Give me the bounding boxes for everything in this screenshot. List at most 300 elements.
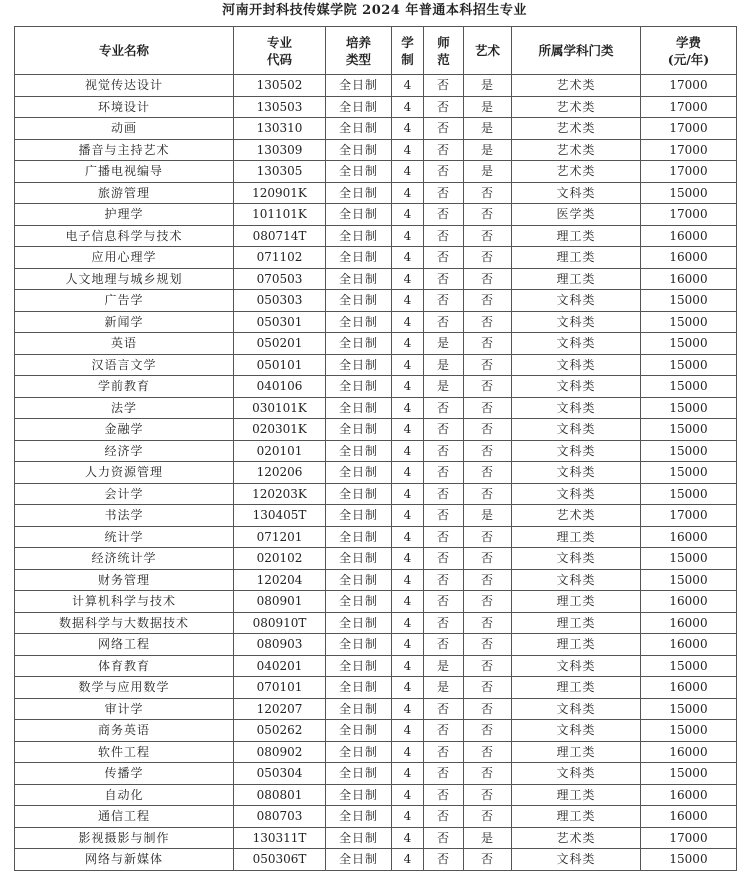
cell-normal-school: 是 (424, 677, 464, 699)
cell-duration: 4 (392, 612, 424, 634)
cell-discipline: 文科类 (512, 569, 641, 591)
cell-duration: 4 (392, 763, 424, 785)
cell-tuition: 16000 (641, 612, 737, 634)
cell-discipline: 理工类 (512, 225, 641, 247)
cell-training-type: 全日制 (326, 139, 392, 161)
cell-art: 否 (464, 784, 512, 806)
cell-normal-school: 否 (424, 462, 464, 484)
cell-duration: 4 (392, 311, 424, 333)
cell-discipline: 文科类 (512, 440, 641, 462)
cell-training-type: 全日制 (326, 75, 392, 97)
cell-major-code: 050306T (234, 849, 326, 871)
cell-discipline: 文科类 (512, 548, 641, 570)
cell-normal-school: 否 (424, 763, 464, 785)
cell-training-type: 全日制 (326, 827, 392, 849)
cell-discipline: 文科类 (512, 419, 641, 441)
cell-major-name: 审计学 (15, 698, 234, 720)
table-row (15, 677, 737, 699)
cell-major-name: 英语 (15, 333, 234, 355)
cell-art: 否 (464, 204, 512, 226)
cell-art: 否 (464, 806, 512, 828)
cell-tuition: 16000 (641, 634, 737, 656)
cell-training-type: 全日制 (326, 182, 392, 204)
cell-major-name: 新闻学 (15, 311, 234, 333)
cell-discipline: 医学类 (512, 204, 641, 226)
cell-normal-school: 否 (424, 118, 464, 140)
cell-tuition: 17000 (641, 96, 737, 118)
cell-major-name: 传播学 (15, 763, 234, 785)
cell-duration: 4 (392, 182, 424, 204)
cell-major-code: 020301K (234, 419, 326, 441)
cell-art: 是 (464, 505, 512, 527)
cell-tuition: 17000 (641, 118, 737, 140)
cell-major-name: 通信工程 (15, 806, 234, 828)
cell-major-code: 050262 (234, 720, 326, 742)
cell-training-type: 全日制 (326, 161, 392, 183)
cell-training-type: 全日制 (326, 268, 392, 290)
cell-major-code: 040201 (234, 655, 326, 677)
cell-major-name: 网络工程 (15, 634, 234, 656)
cell-major-code: 050303 (234, 290, 326, 312)
cell-major-code: 030101K (234, 397, 326, 419)
table-row (15, 784, 737, 806)
cell-discipline: 文科类 (512, 655, 641, 677)
cell-training-type: 全日制 (326, 763, 392, 785)
cell-major-code: 080910T (234, 612, 326, 634)
cell-major-code: 120203K (234, 483, 326, 505)
cell-discipline: 文科类 (512, 849, 641, 871)
cell-training-type: 全日制 (326, 311, 392, 333)
cell-major-code: 071201 (234, 526, 326, 548)
cell-major-name: 人文地理与城乡规划 (15, 268, 234, 290)
cell-major-name: 数学与应用数学 (15, 677, 234, 699)
cell-major-code: 120204 (234, 569, 326, 591)
cell-training-type: 全日制 (326, 354, 392, 376)
cell-training-type: 全日制 (326, 548, 392, 570)
cell-training-type: 全日制 (326, 376, 392, 398)
cell-normal-school: 否 (424, 96, 464, 118)
cell-major-code: 130405T (234, 505, 326, 527)
cell-discipline: 理工类 (512, 677, 641, 699)
header-normal-school: 师 范 (424, 27, 464, 75)
cell-normal-school: 否 (424, 75, 464, 97)
cell-normal-school: 是 (424, 354, 464, 376)
cell-duration: 4 (392, 96, 424, 118)
cell-training-type: 全日制 (326, 741, 392, 763)
cell-normal-school: 否 (424, 505, 464, 527)
header-art: 艺术 (464, 27, 512, 75)
cell-major-name: 视觉传达设计 (15, 75, 234, 97)
cell-duration: 4 (392, 548, 424, 570)
cell-normal-school: 是 (424, 655, 464, 677)
cell-discipline: 艺术类 (512, 118, 641, 140)
table-row (15, 806, 737, 828)
cell-tuition: 15000 (641, 763, 737, 785)
cell-tuition: 15000 (641, 397, 737, 419)
cell-art: 否 (464, 591, 512, 613)
cell-tuition: 16000 (641, 806, 737, 828)
cell-major-code: 050201 (234, 333, 326, 355)
cell-art: 是 (464, 827, 512, 849)
cell-training-type: 全日制 (326, 225, 392, 247)
cell-art: 否 (464, 849, 512, 871)
cell-art: 否 (464, 225, 512, 247)
header-major-name: 专业名称 (15, 27, 234, 75)
header-training-type: 培养 类型 (326, 27, 392, 75)
table-row (15, 268, 737, 290)
cell-training-type: 全日制 (326, 440, 392, 462)
cell-normal-school: 否 (424, 290, 464, 312)
cell-normal-school: 否 (424, 784, 464, 806)
cell-major-name: 财务管理 (15, 569, 234, 591)
majors-table (14, 26, 737, 871)
cell-discipline: 艺术类 (512, 161, 641, 183)
cell-major-name: 经济统计学 (15, 548, 234, 570)
cell-major-name: 经济学 (15, 440, 234, 462)
cell-tuition: 15000 (641, 483, 737, 505)
header-duration: 学 制 (392, 27, 424, 75)
cell-art: 否 (464, 290, 512, 312)
cell-major-name: 汉语言文学 (15, 354, 234, 376)
table-row (15, 505, 737, 527)
table-row (15, 741, 737, 763)
cell-art: 否 (464, 462, 512, 484)
cell-normal-school: 否 (424, 268, 464, 290)
table-row (15, 698, 737, 720)
cell-tuition: 16000 (641, 784, 737, 806)
table-row (15, 849, 737, 871)
table-row (15, 569, 737, 591)
cell-art: 否 (464, 182, 512, 204)
cell-major-code: 080901 (234, 591, 326, 613)
cell-tuition: 15000 (641, 419, 737, 441)
cell-art: 否 (464, 526, 512, 548)
cell-duration: 4 (392, 440, 424, 462)
cell-training-type: 全日制 (326, 118, 392, 140)
cell-major-code: 080801 (234, 784, 326, 806)
table-row (15, 182, 737, 204)
cell-duration: 4 (392, 784, 424, 806)
cell-tuition: 15000 (641, 333, 737, 355)
cell-art: 否 (464, 333, 512, 355)
cell-major-code: 040106 (234, 376, 326, 398)
cell-training-type: 全日制 (326, 247, 392, 269)
cell-tuition: 16000 (641, 591, 737, 613)
cell-duration: 4 (392, 655, 424, 677)
cell-duration: 4 (392, 569, 424, 591)
cell-tuition: 15000 (641, 182, 737, 204)
table-row (15, 612, 737, 634)
cell-discipline: 理工类 (512, 634, 641, 656)
cell-tuition: 16000 (641, 677, 737, 699)
page-title: 河南开封科技传媒学院 2024 年普通本科招生专业 (222, 3, 527, 18)
cell-art: 否 (464, 419, 512, 441)
table-row (15, 827, 737, 849)
cell-tuition: 17000 (641, 75, 737, 97)
cell-major-name: 影视摄影与制作 (15, 827, 234, 849)
cell-tuition: 17000 (641, 505, 737, 527)
cell-major-code: 080903 (234, 634, 326, 656)
cell-art: 否 (464, 720, 512, 742)
cell-major-name: 书法学 (15, 505, 234, 527)
table-row (15, 591, 737, 613)
cell-duration: 4 (392, 419, 424, 441)
cell-training-type: 全日制 (326, 698, 392, 720)
cell-discipline: 理工类 (512, 268, 641, 290)
cell-discipline: 文科类 (512, 462, 641, 484)
cell-training-type: 全日制 (326, 290, 392, 312)
table-row (15, 354, 737, 376)
cell-major-name: 数据科学与大数据技术 (15, 612, 234, 634)
table-row (15, 763, 737, 785)
cell-discipline: 理工类 (512, 741, 641, 763)
cell-tuition: 15000 (641, 655, 737, 677)
table-row (15, 333, 737, 355)
cell-art: 是 (464, 75, 512, 97)
cell-major-name: 应用心理学 (15, 247, 234, 269)
cell-training-type: 全日制 (326, 634, 392, 656)
cell-training-type: 全日制 (326, 397, 392, 419)
cell-duration: 4 (392, 483, 424, 505)
cell-normal-school: 否 (424, 806, 464, 828)
cell-discipline: 文科类 (512, 333, 641, 355)
cell-major-code: 120901K (234, 182, 326, 204)
cell-discipline: 文科类 (512, 311, 641, 333)
cell-duration: 4 (392, 354, 424, 376)
cell-discipline: 理工类 (512, 784, 641, 806)
cell-major-code: 080902 (234, 741, 326, 763)
header-discipline: 所属学科门类 (512, 27, 641, 75)
cell-major-code: 050301 (234, 311, 326, 333)
cell-art: 否 (464, 612, 512, 634)
cell-major-code: 071102 (234, 247, 326, 269)
cell-normal-school: 否 (424, 741, 464, 763)
cell-normal-school: 否 (424, 247, 464, 269)
cell-art: 是 (464, 118, 512, 140)
cell-art: 否 (464, 440, 512, 462)
cell-training-type: 全日制 (326, 204, 392, 226)
table-row (15, 526, 737, 548)
cell-art: 否 (464, 311, 512, 333)
cell-discipline: 理工类 (512, 526, 641, 548)
cell-tuition: 17000 (641, 139, 737, 161)
cell-tuition: 15000 (641, 290, 737, 312)
cell-major-name: 广告学 (15, 290, 234, 312)
cell-training-type: 全日制 (326, 677, 392, 699)
cell-training-type: 全日制 (326, 591, 392, 613)
table-row (15, 419, 737, 441)
cell-normal-school: 否 (424, 849, 464, 871)
cell-duration: 4 (392, 118, 424, 140)
cell-art: 否 (464, 655, 512, 677)
cell-duration: 4 (392, 462, 424, 484)
table-row (15, 139, 737, 161)
cell-duration: 4 (392, 698, 424, 720)
cell-art: 否 (464, 569, 512, 591)
cell-major-code: 130305 (234, 161, 326, 183)
cell-duration: 4 (392, 526, 424, 548)
cell-major-name: 会计学 (15, 483, 234, 505)
cell-normal-school: 是 (424, 333, 464, 355)
cell-major-name: 体育教育 (15, 655, 234, 677)
header-major-code: 专业 代码 (234, 27, 326, 75)
cell-art: 否 (464, 247, 512, 269)
cell-art: 否 (464, 483, 512, 505)
cell-major-name: 商务英语 (15, 720, 234, 742)
cell-discipline: 艺术类 (512, 96, 641, 118)
cell-normal-school: 否 (424, 440, 464, 462)
cell-normal-school: 否 (424, 591, 464, 613)
cell-major-code: 130309 (234, 139, 326, 161)
cell-tuition: 15000 (641, 462, 737, 484)
cell-duration: 4 (392, 677, 424, 699)
cell-major-code: 070503 (234, 268, 326, 290)
table-row (15, 247, 737, 269)
cell-duration: 4 (392, 161, 424, 183)
cell-discipline: 艺术类 (512, 139, 641, 161)
cell-normal-school: 否 (424, 419, 464, 441)
cell-training-type: 全日制 (326, 784, 392, 806)
cell-major-code: 101101K (234, 204, 326, 226)
cell-training-type: 全日制 (326, 462, 392, 484)
cell-training-type: 全日制 (326, 720, 392, 742)
cell-normal-school: 否 (424, 483, 464, 505)
header-tuition: 学费 (元/年) (641, 27, 737, 75)
cell-major-code: 070101 (234, 677, 326, 699)
cell-tuition: 17000 (641, 827, 737, 849)
cell-discipline: 文科类 (512, 397, 641, 419)
cell-major-code: 080703 (234, 806, 326, 828)
cell-normal-school: 否 (424, 311, 464, 333)
table-row (15, 634, 737, 656)
cell-training-type: 全日制 (326, 505, 392, 527)
cell-major-code: 050101 (234, 354, 326, 376)
cell-major-name: 环境设计 (15, 96, 234, 118)
cell-training-type: 全日制 (326, 96, 392, 118)
cell-major-name: 播音与主持艺术 (15, 139, 234, 161)
cell-major-name: 软件工程 (15, 741, 234, 763)
cell-major-name: 法学 (15, 397, 234, 419)
cell-duration: 4 (392, 806, 424, 828)
cell-discipline: 文科类 (512, 698, 641, 720)
table-row (15, 161, 737, 183)
cell-training-type: 全日制 (326, 806, 392, 828)
cell-discipline: 艺术类 (512, 827, 641, 849)
cell-tuition: 15000 (641, 698, 737, 720)
cell-major-name: 旅游管理 (15, 182, 234, 204)
cell-major-code: 130503 (234, 96, 326, 118)
cell-major-code: 020101 (234, 440, 326, 462)
table-row (15, 225, 737, 247)
cell-major-code: 020102 (234, 548, 326, 570)
cell-art: 否 (464, 763, 512, 785)
cell-major-name: 动画 (15, 118, 234, 140)
cell-major-code: 120207 (234, 698, 326, 720)
cell-major-name: 学前教育 (15, 376, 234, 398)
cell-tuition: 15000 (641, 376, 737, 398)
cell-major-name: 自动化 (15, 784, 234, 806)
cell-major-code: 130502 (234, 75, 326, 97)
cell-art: 否 (464, 698, 512, 720)
cell-tuition: 15000 (641, 354, 737, 376)
cell-duration: 4 (392, 268, 424, 290)
table-row (15, 483, 737, 505)
cell-normal-school: 是 (424, 376, 464, 398)
cell-normal-school: 否 (424, 720, 464, 742)
table-header-row (15, 27, 737, 75)
cell-training-type: 全日制 (326, 569, 392, 591)
cell-duration: 4 (392, 376, 424, 398)
cell-normal-school: 否 (424, 204, 464, 226)
cell-major-code: 120206 (234, 462, 326, 484)
cell-tuition: 16000 (641, 741, 737, 763)
cell-major-name: 人力资源管理 (15, 462, 234, 484)
cell-major-code: 080714T (234, 225, 326, 247)
cell-duration: 4 (392, 247, 424, 269)
cell-discipline: 理工类 (512, 247, 641, 269)
cell-duration: 4 (392, 720, 424, 742)
table-row (15, 548, 737, 570)
cell-training-type: 全日制 (326, 849, 392, 871)
cell-art: 否 (464, 376, 512, 398)
cell-normal-school: 否 (424, 827, 464, 849)
cell-duration: 4 (392, 204, 424, 226)
cell-tuition: 15000 (641, 720, 737, 742)
cell-art: 是 (464, 161, 512, 183)
cell-discipline: 文科类 (512, 720, 641, 742)
cell-training-type: 全日制 (326, 333, 392, 355)
cell-major-name: 电子信息科学与技术 (15, 225, 234, 247)
cell-duration: 4 (392, 505, 424, 527)
cell-duration: 4 (392, 591, 424, 613)
cell-discipline: 艺术类 (512, 505, 641, 527)
cell-art: 否 (464, 677, 512, 699)
cell-normal-school: 否 (424, 182, 464, 204)
cell-discipline: 文科类 (512, 354, 641, 376)
cell-discipline: 艺术类 (512, 75, 641, 97)
cell-discipline: 文科类 (512, 483, 641, 505)
cell-duration: 4 (392, 225, 424, 247)
table-row (15, 290, 737, 312)
cell-tuition: 16000 (641, 225, 737, 247)
cell-art: 否 (464, 268, 512, 290)
cell-art: 否 (464, 634, 512, 656)
cell-art: 否 (464, 741, 512, 763)
cell-tuition: 16000 (641, 526, 737, 548)
cell-duration: 4 (392, 827, 424, 849)
table-row (15, 720, 737, 742)
cell-major-name: 金融学 (15, 419, 234, 441)
cell-training-type: 全日制 (326, 655, 392, 677)
cell-major-code: 130311T (234, 827, 326, 849)
table-row (15, 655, 737, 677)
cell-normal-school: 否 (424, 225, 464, 247)
cell-duration: 4 (392, 333, 424, 355)
cell-normal-school: 否 (424, 397, 464, 419)
cell-training-type: 全日制 (326, 483, 392, 505)
table-row (15, 75, 737, 97)
cell-normal-school: 否 (424, 569, 464, 591)
cell-tuition: 16000 (641, 268, 737, 290)
cell-discipline: 文科类 (512, 376, 641, 398)
cell-tuition: 15000 (641, 440, 737, 462)
cell-normal-school: 否 (424, 612, 464, 634)
cell-tuition: 15000 (641, 548, 737, 570)
cell-training-type: 全日制 (326, 526, 392, 548)
table-row (15, 96, 737, 118)
table-row (15, 440, 737, 462)
cell-duration: 4 (392, 634, 424, 656)
